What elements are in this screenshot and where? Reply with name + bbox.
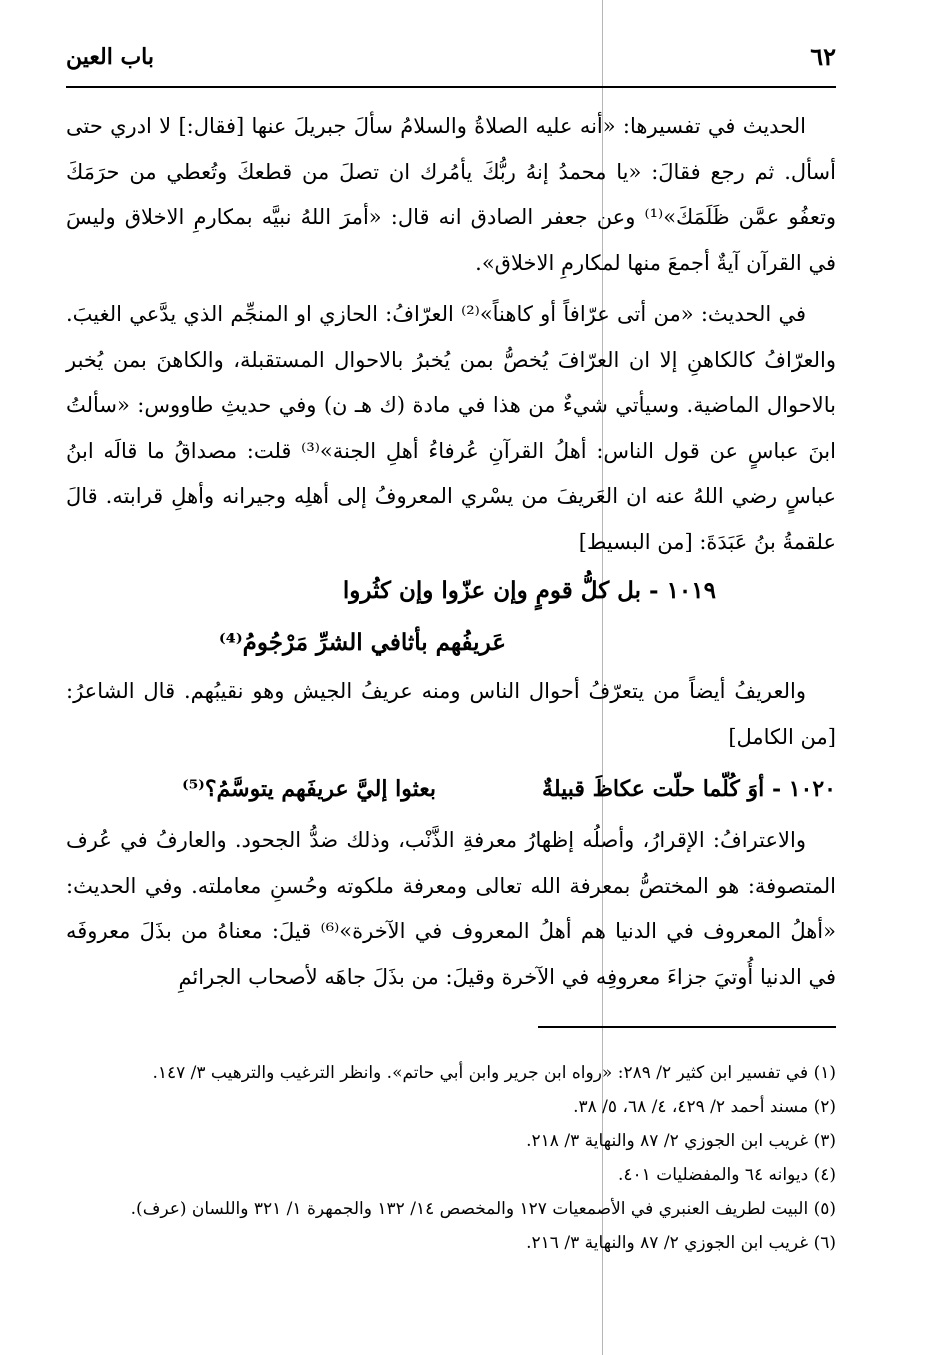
main-text bbox=[66, 104, 836, 1000]
verse-number: ١٠٢٠ - bbox=[764, 776, 836, 802]
paragraph-3: والعريفُ أيضاً من يتعرّفُ أحوال الناس ومنه عريفُ الجيش وهو نقيبُهم. قال الشاعرُ: [من الكامل] bbox=[66, 679, 836, 749]
footnote: (٦) غريب ابن الجوزي ٢/ ٨٧ والنهاية ٣/ ٢١٦. bbox=[526, 1233, 836, 1253]
verse-1020-hemistich-1 bbox=[456, 764, 836, 814]
verse-1019-hemistich-1 bbox=[66, 565, 836, 617]
footnote: (٢) مسند أحمد ٢/ ٤٢٩، ٤/ ٦٨، ٥/ ٣٨. bbox=[573, 1097, 836, 1117]
verse-1019 bbox=[66, 565, 836, 669]
footnote: (٣) غريب ابن الجوزي ٢/ ٨٧ والنهاية ٣/ ٢١٨. bbox=[526, 1131, 836, 1151]
verse-text: أوَ كُلّما حلّت عكاظَ قبيلةٌ bbox=[542, 776, 765, 802]
paragraph-4: والاعترافُ: الإقرارُ، وأصلُه إظهارُ معرفةِ الذَّنْب، وذلك ضدُّ الجحود. والعارفُ في عُرف المتصوفة: هو المختصُّ بمعرفة الله تعالى ومعرفة ملكوته وحُسنِ معاملته. وفي الحديث: «أهلُ المعروف في الدنيا هم أهلُ المعروف في الآخرة»⁽⁶⁾ قيلَ: معناهُ من بذَلَ معروفَه في الدنيا أُوتيَ جزاءَ معروفِه في الآخرة وقيلَ: من بذَلَ جاهَه لأصحاب الجرائمِ bbox=[66, 828, 836, 989]
paragraph-1: الحديث في تفسيرها: «أنه عليه الصلاةُ والسلامُ سألَ جبريلَ عنها [فقال:] لا ادري حتى أسأل. ثم رجع فقالَ: «يا محمدُ إنهُ ربُّكَ يأمُرك ان تصلَ من قطعكَ وتُعطي من حرَمَكَ وتعفُو عمَّن ظَلَمَكَ»⁽¹⁾ وعن جعفر الصادق انه قال: «أمرَ اللهُ نبيَّه بمكارمِ الاخلاق وليسَ في القرآن آيةٌ أجمعَ منها لمكارمِ الاخلاق». bbox=[66, 114, 837, 275]
paragraph-2: في الحديث: «من أتى عرّافاً أو كاهناً»⁽²⁾ العرّافُ: الحازي او المنجِّم الذي يدَّعي الغيبَ. والعرّافُ كالكاهنِ إلا ان العرّافَ يُخصُّ بمن يُخبرُ بالاحوال المستقبلة، والكاهنَ بمن يُخبر بالاحوال الماضية. وسيأتي شيءٌ من هذا في مادة (ك هـ ن) وفي حديثِ طاووس: «سألتُ ابنَ عباسٍ عن قول الناس: أهلُ القرآنِ عُرفاءُ أهلِ الجنة»⁽³⁾ قلت: مصداقُ ما قالَه ابنُ عباسٍ رضي اللهُ عنه ان العَريفَ من يسْري المعروفُ إلى أهلِه وجيرانه وأهلِ قرابته. قالَ علقمةُ بنُ عَبَدَةَ: [من البسيط] bbox=[66, 302, 836, 554]
verse-1020 bbox=[66, 764, 836, 814]
footnote: (٤) ديوانه ٦٤ والمفضليات ٤٠١. bbox=[618, 1165, 836, 1185]
running-title: باب العين bbox=[66, 44, 155, 70]
page-header bbox=[66, 38, 836, 82]
footnote: (١) في تفسير ابن كثير ٢/ ٢٨٩: «رواه ابن جرير وابن أبي حاتم». وانظر الترغيب والترهيب ٣/ ١٤٧. bbox=[152, 1063, 836, 1083]
footnotes bbox=[66, 1056, 836, 1260]
verse-number: ١٠١٩ - bbox=[641, 577, 716, 604]
verse-1019-hemistich-2: عَريفُهم بأثافي الشرِّ مَرْجُومُ⁽⁴⁾ bbox=[218, 629, 506, 656]
header-rule bbox=[66, 86, 836, 88]
footnote: (٥) البيت لطريف العنبري في الأصمعيات ١٢٧ والمخصص ١٤/ ١٣٢ والجمهرة ١/ ٣٢١ واللسان (عرف). bbox=[130, 1199, 836, 1219]
verse-text: بل كلُّ قومٍ وإن عزّوا وإن كثُروا bbox=[342, 577, 642, 604]
verse-1020-hemistich-2: بعثوا إليَّ عريفَهم يتوسَّمُ؟⁽⁵⁾ bbox=[182, 776, 436, 802]
footnote-rule bbox=[538, 1026, 836, 1028]
page-number: ٦٢ bbox=[810, 42, 836, 71]
